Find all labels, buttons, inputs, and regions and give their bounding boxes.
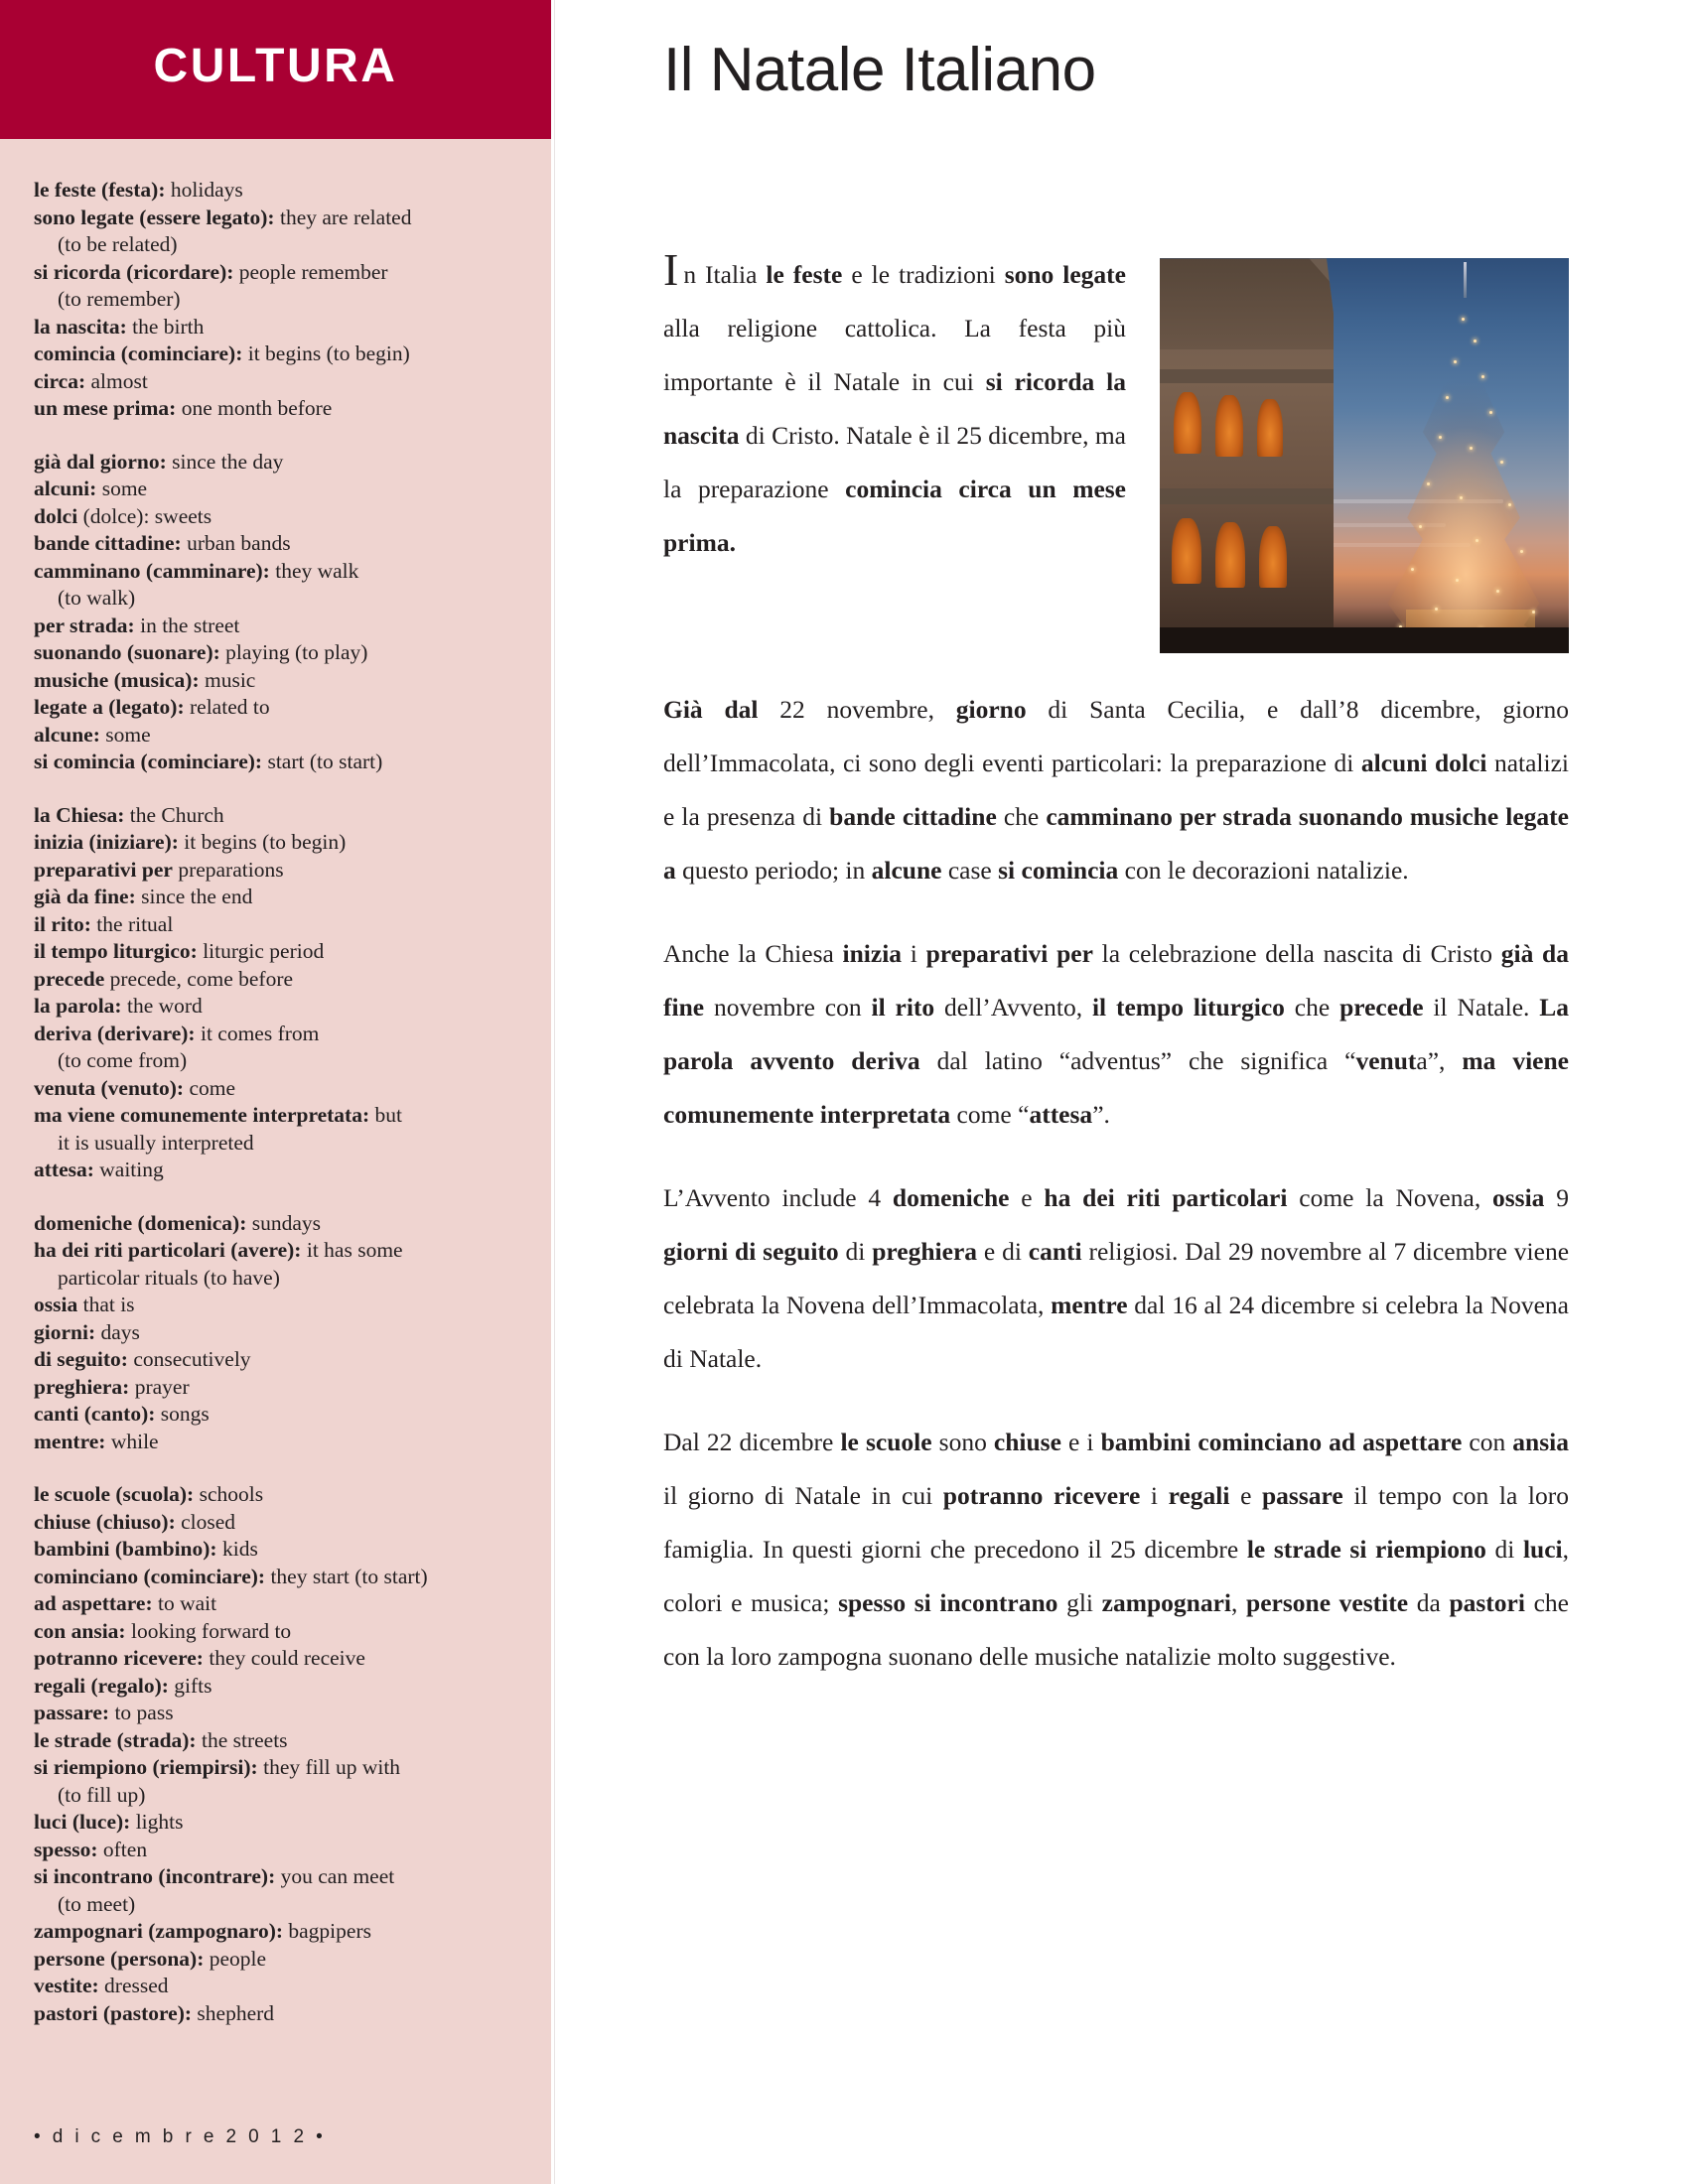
glossary-entry [12,1809,529,1837]
glossary-definition: but [369,1103,402,1127]
glossary-definition: people [204,1946,267,1971]
body-text-run: come la Novena, [1287,1183,1492,1213]
section-banner-title: CULTURA [153,40,398,92]
glossary-term: mentre: [34,1429,106,1453]
glossary-definition: kids [216,1537,258,1561]
glossary-term: preghiera: [34,1374,130,1399]
glossed-term: regali [1168,1481,1230,1511]
glossary-group [34,1210,529,1456]
issue-date: • d i c e m b r e 2 0 1 2 • [34,2126,327,2147]
glossary-definition: holidays [165,178,243,202]
glossary-entry [12,259,529,287]
glossary-entry [12,558,529,586]
glossary-definition: schools [194,1482,264,1506]
body-text-run: la celebrazione della nascita di Cristo [1092,939,1501,969]
glossary-term: già da fine: [34,885,136,908]
body-text-run: da [1408,1588,1450,1618]
body-text-run: , colori e musica; [663,1535,1569,1618]
glossary-definition: that is [77,1293,135,1316]
glossary-entry [12,1754,529,1782]
glossed-term: ansia [1512,1428,1569,1457]
glossary-term: dolci [34,503,78,528]
glossary-entry [12,1837,529,1864]
glossary-definition: since the end [135,885,253,908]
glossary-definition: preparations [172,857,284,882]
glossary-list [0,139,551,2027]
glossary-entry [12,1700,529,1727]
glossed-term: si ricorda la nascita [663,367,1126,451]
glossary-entry [12,1946,529,1974]
glossed-term: venut [1355,1046,1417,1076]
glossed-term: La parola avvento deriva [663,993,1570,1076]
glossary-term: suonando (suonare): [34,640,220,664]
glossary-term: spesso: [34,1837,98,1861]
glossary-term: passare: [34,1701,110,1724]
glossary-entry [12,1481,529,1509]
glossed-term: inizia [842,939,903,969]
glossary-term: comincia (cominciare): [34,341,243,365]
body-text-run: sono [931,1428,994,1457]
glossed-term: attesa [1029,1100,1093,1130]
glossary-entry [12,1237,529,1265]
glossary-entry [12,368,529,396]
glossary-definition: playing (to play) [219,640,368,664]
body-text-run: con [1462,1428,1513,1457]
glossary-term: alcuni: [34,477,97,500]
glossary-entry [12,314,529,341]
page-title: Il Natale Italiano [663,36,1096,104]
glossary-entry [12,857,529,885]
glossary-definition: it comes from [195,1021,320,1045]
glossary-entry [12,884,529,911]
glossary-term: luci (luce): [34,1810,131,1834]
glossary-definition: prayer [129,1374,190,1399]
glossary-term: alcune: [34,722,100,747]
glossary-term: attesa: [34,1158,94,1181]
glossary-entry [12,1590,529,1618]
colosseum-silhouette [1160,258,1334,653]
glossary-term: deriva (derivare): [34,1021,196,1045]
glossary-term: le feste (festa): [34,178,166,202]
glossary-entry [12,639,529,667]
glossary-term: musiche (musica): [34,667,200,692]
glossary-entry [12,1564,529,1591]
glossed-term: canti [1028,1237,1082,1267]
glossary-term: il tempo liturgico: [34,939,198,963]
glossary-entry [12,205,529,232]
drop-cap: I [663,244,679,296]
glossary-entry [12,802,529,830]
glossary-definition: to pass [109,1701,174,1724]
glossed-term: potranno ricevere [942,1481,1141,1511]
glossary-entry [12,341,529,368]
glossary-term: si incontrano (incontrare): [34,1864,276,1888]
glossary-definition: it has some [301,1238,403,1262]
glossary-definition: some [99,722,151,747]
article-paragraph [663,1171,1569,1386]
glossed-term: ha dei riti particolari [1044,1183,1288,1213]
article-column [554,0,1688,2184]
glossary-term: ossia [34,1293,78,1316]
glossary-term: si comincia (cominciare): [34,750,263,773]
glossary-definition: it begins (to begin) [242,341,410,365]
glossed-term: Già dal [663,695,759,725]
glossary-definition: one month before [176,396,333,420]
glossary-group [34,449,529,776]
photo-image [1160,258,1569,653]
glossary-definition: (dolce): sweets [77,503,212,528]
glossary-term: di seguito: [34,1347,128,1371]
glossary-definition: liturgic period [197,939,325,963]
glossary-entry [12,1536,529,1564]
glossary-definition: lights [130,1810,184,1834]
glossed-term: preghiera [872,1237,978,1267]
glossed-term: sono legate [1004,260,1126,290]
glossed-term: ossia [1492,1183,1545,1213]
glossary-entry [12,667,529,695]
glossary-term: per strada: [34,613,135,637]
glossary-definition: they could receive [203,1646,365,1670]
glossary-term: chiuse (chiuso): [34,1509,176,1534]
glossed-term: spesso si incontrano [838,1588,1058,1618]
body-text-run: e [1229,1481,1262,1511]
body-text-run: a”, [1416,1046,1463,1076]
glossary-term: la nascita: [34,314,127,339]
body-text-run: dell’Avvento, [934,993,1092,1023]
article-paragraph [663,1416,1569,1684]
glossary-definition: often [97,1837,148,1861]
glossary-definition: urban bands [181,531,291,555]
glossary-term: le scuole (scuola): [34,1482,195,1506]
glossary-definition: days [95,1319,140,1344]
glossary-definition: gifts [168,1673,212,1698]
body-text-run: di Cristo. Natale è il 25 dicembre, ma la preparazione [663,421,1126,504]
glossary-entry [12,993,529,1021]
glossary-term: persone (persona): [34,1946,205,1971]
glossary-definition: while [105,1429,159,1453]
body-text-run: ”. [1092,1100,1110,1130]
glossary-term: bambini (bambino): [34,1537,217,1561]
glossary-definition: they are related [274,205,412,229]
glossary-definition: looking forward to [125,1618,292,1643]
glossary-term: camminano (camminare): [34,558,270,583]
glossary-definition: they fill up with [257,1755,401,1779]
glossed-term: si comincia [998,856,1119,886]
glossary-entry [12,911,529,939]
glossary-entry [12,2000,529,2028]
glossary-term: preparativi per [34,857,173,882]
glossary-definition: it begins (to begin) [178,830,347,854]
glossary-entry [12,1157,529,1184]
glossary-term: pastori (pastore): [34,2000,193,2025]
body-text-run: Dal 22 dicembre [663,1428,841,1457]
glossed-term: giorni di seguito [663,1237,839,1267]
glossary-definition: the streets [196,1727,288,1752]
glossed-term: le scuole [840,1428,932,1457]
body-text-run: e i [1060,1428,1101,1457]
body-text-run: il Natale. [1423,993,1540,1023]
body-text-run: novembre con [704,993,872,1023]
glossary-entry [12,395,529,423]
glossary-term: un mese prima: [34,396,177,420]
body-text-run: di [1485,1535,1523,1565]
glossary-entry [12,449,529,477]
glossary-entry [12,476,529,503]
glossary-group [34,802,529,1184]
glossed-term: le strade si riempiono [1246,1535,1486,1565]
glossary-entry [12,1210,529,1238]
body-text-run: che [996,802,1047,832]
glossary-definition: the birth [126,314,205,339]
glossary-term: già dal giorno: [34,449,167,474]
glossary-definition: sundays [246,1210,322,1235]
body-text-run: 9 [1544,1183,1569,1213]
body-text-run: n Italia [683,260,767,290]
body-text-run: e di [977,1237,1029,1267]
glossary-entry [12,1319,529,1347]
glossed-term: il rito [871,993,935,1023]
glossary-definition: people remember [233,259,388,284]
glossary-entry [12,1429,529,1456]
glossary-definition: they start (to start) [265,1564,428,1588]
glossed-term: luci [1522,1535,1563,1565]
glossed-term: giorno [955,695,1027,725]
body-text-run: dal latino “adventus” che significa “ [919,1046,1356,1076]
glossary-term: le strade (strada): [34,1727,197,1752]
glossary-definition: closed [175,1509,236,1534]
glossary-definition: bagpipers [283,1919,371,1943]
glossary-entry [12,1075,529,1103]
glossary-definition: the Church [124,802,224,827]
glossary-definition: related to [184,695,270,719]
glossary-entry [12,613,529,640]
christmas-tree [1368,296,1563,653]
glossary-definition: shepherd [192,2000,275,2025]
body-text-run: natalizi e la presenza di [663,749,1569,832]
glossed-term: preparativi per [925,939,1093,969]
glossary-term: giorni: [34,1319,96,1344]
glossary-term: regali (regalo): [34,1673,169,1698]
glossary-definition-cont: it is usually interpreted [58,1130,254,1155]
glossed-term: ma viene comunemente interpretata [663,1046,1569,1130]
glossed-term: persone vestite [1246,1588,1409,1618]
glossary-entry [12,1401,529,1429]
glossary-term: ad aspettare: [34,1591,153,1615]
glossed-term: bande cittadine [829,802,997,832]
glossary-term: potranno ricevere: [34,1646,204,1670]
colosseum-christmas-tree-photo [1160,258,1569,653]
body-text-run: e [1009,1183,1045,1213]
glossary-definition-cont: (to be related) [58,232,178,256]
glossary-entry [12,177,529,205]
glossary-definition: almost [85,368,148,393]
body-text-run: che [1284,993,1340,1023]
body-text-run: , [1231,1588,1247,1618]
glossary-definition-cont: (to fill up) [58,1782,146,1807]
glossed-term: bambini cominciano ad aspettare [1100,1428,1463,1457]
glossary-term: ma viene comunemente interpretata: [34,1103,370,1127]
glossary-term: bande cittadine: [34,531,182,555]
glossary-term: si riempiono (riempirsi): [34,1755,258,1779]
glossed-term: già da fine [663,939,1569,1023]
glossary-definition-cont: (to come from) [58,1048,188,1072]
glossary-term: la Chiesa: [34,802,125,827]
glossary-term: sono legate (essere legato): [34,205,275,229]
body-text-run: Anche la Chiesa [663,939,843,969]
glossary-entry [12,722,529,750]
glossary-term: inizia (iniziare): [34,830,179,854]
glossary-definition: songs [155,1402,210,1426]
glossary-definition: waiting [93,1158,164,1181]
glossary-entry [12,1973,529,2000]
glossary-term: precede [34,966,105,991]
body-text-run: di Santa Cecilia, e dall’8 dicembre, giorno dell’Immacolata, ci sono degli eventi particolari: la preparazione di [663,695,1569,778]
glossary-entry [12,694,529,722]
glossary-definition-cont: particolar rituals (to have) [58,1265,280,1290]
glossary-definition: start (to start) [262,750,383,773]
glossed-term: mentre [1051,1291,1128,1320]
glossary-group [34,177,529,423]
glossary-definition: some [96,477,148,500]
body-text-run: questo periodo; in [675,856,872,886]
glossary-definition: consecutively [127,1347,251,1371]
body-text-run: 22 novembre, [758,695,956,725]
glossary-entry [12,966,529,994]
glossary-entry [12,503,529,531]
body-text-run: religiosi. Dal 29 novembre al 7 dicembre viene celebrata la Novena dell’Immacolata, [663,1237,1570,1320]
glossary-entry [12,1618,529,1646]
glossary-term: venuta (venuto): [34,1075,185,1100]
glossary-entry [12,1673,529,1701]
glossary-entry [12,1374,529,1402]
glossary-definition: since the day [166,449,284,474]
section-banner [0,0,551,139]
glossary-term: canti (canto): [34,1402,156,1426]
glossary-entry [12,1346,529,1374]
glossary-group [34,1481,529,2027]
glossary-entry [12,749,529,776]
glossed-term: passare [1262,1481,1343,1511]
body-text-run: alla religione cattolica. La festa più importante è il Natale in cui [663,314,1126,397]
glossary-definition: they walk [269,558,359,583]
body-text-run: con le decorazioni natalizie. [1118,856,1409,886]
glossary-term: legate a (legato): [34,695,185,719]
glossary-definition: dressed [98,1974,169,1997]
glossary-sidebar [0,0,551,2184]
glossary-term: la parola: [34,994,122,1018]
glossary-entry [12,1727,529,1755]
article-paragraph [663,683,1569,897]
glossary-entry [12,938,529,966]
body-text-run: i [1140,1481,1169,1511]
body-text-run: che con la loro zampogna suonano delle musiche natalizie molto suggestive. [663,1588,1569,1672]
glossary-definition: music [199,667,256,692]
glossary-definition-cont: (to remember) [58,287,181,311]
article-paragraph [663,927,1569,1142]
glossary-definition: you can meet [275,1864,395,1888]
glossary-entry [12,530,529,558]
page-footer [0,2126,551,2148]
body-text-run: case [941,856,999,886]
glossary-term: circa: [34,368,86,393]
glossary-term: cominciano (cominciare): [34,1564,266,1588]
body-text-run: gli [1057,1588,1102,1618]
glossed-term: alcune [871,856,942,886]
glossary-definition-cont: (to meet) [58,1891,136,1916]
glossary-term: il rito: [34,911,91,936]
glossed-term: precede [1339,993,1424,1023]
glossary-definition: to wait [152,1591,217,1615]
glossed-term: camminano per strada suonando musiche legate a [663,802,1569,886]
body-text-run: come “ [950,1100,1030,1130]
glossary-definition: come [184,1075,236,1100]
glossed-term: le feste [766,260,843,290]
glossary-entry [12,1292,529,1319]
glossary-entry [12,829,529,857]
glossary-term: zampognari (zampognaro): [34,1919,284,1943]
glossary-entry [12,1645,529,1673]
body-text-run: i [902,939,926,969]
glossed-term: il tempo liturgico [1091,993,1285,1023]
glossary-entry [12,1918,529,1946]
glossary-term: domeniche (domenica): [34,1210,247,1235]
glossary-entry [12,1509,529,1537]
glossary-entry [12,1021,529,1048]
body-text-run: il giorno di Natale in cui [663,1481,943,1511]
glossary-definition: the ritual [90,911,174,936]
glossary-entry [12,1863,529,1891]
glossed-term: domeniche [892,1183,1010,1213]
body-text-run: dal 16 al 24 dicembre si celebra la Novena di Natale. [663,1291,1569,1374]
glossary-entry [12,1102,529,1130]
glossed-term: pastori [1449,1588,1525,1618]
glossed-term: alcuni dolci [1360,749,1487,778]
glossary-definition-cont: (to walk) [58,586,136,610]
body-text-run: il tempo con la loro famiglia. In questi giorni che precedono il 25 dicembre [663,1481,1569,1565]
glossed-term: comincia circa un mese prima. [663,475,1127,558]
body-text-run: di [838,1237,873,1267]
glossary-definition: the word [121,994,203,1018]
body-text-run: L’Avvento include 4 [663,1183,893,1213]
glossary-term: con ansia: [34,1618,126,1643]
glossary-definition: precede, come before [104,966,294,991]
glossed-term: chiuse [993,1428,1061,1457]
glossary-term: ha dei riti particolari (avere): [34,1238,302,1262]
body-text-run: e le tradizioni [842,260,1005,290]
glossary-term: vestite: [34,1974,99,1997]
glossed-term: zampognari [1101,1588,1231,1618]
glossary-term: si ricorda (ricordare): [34,259,234,284]
glossary-definition: in the street [134,613,240,637]
